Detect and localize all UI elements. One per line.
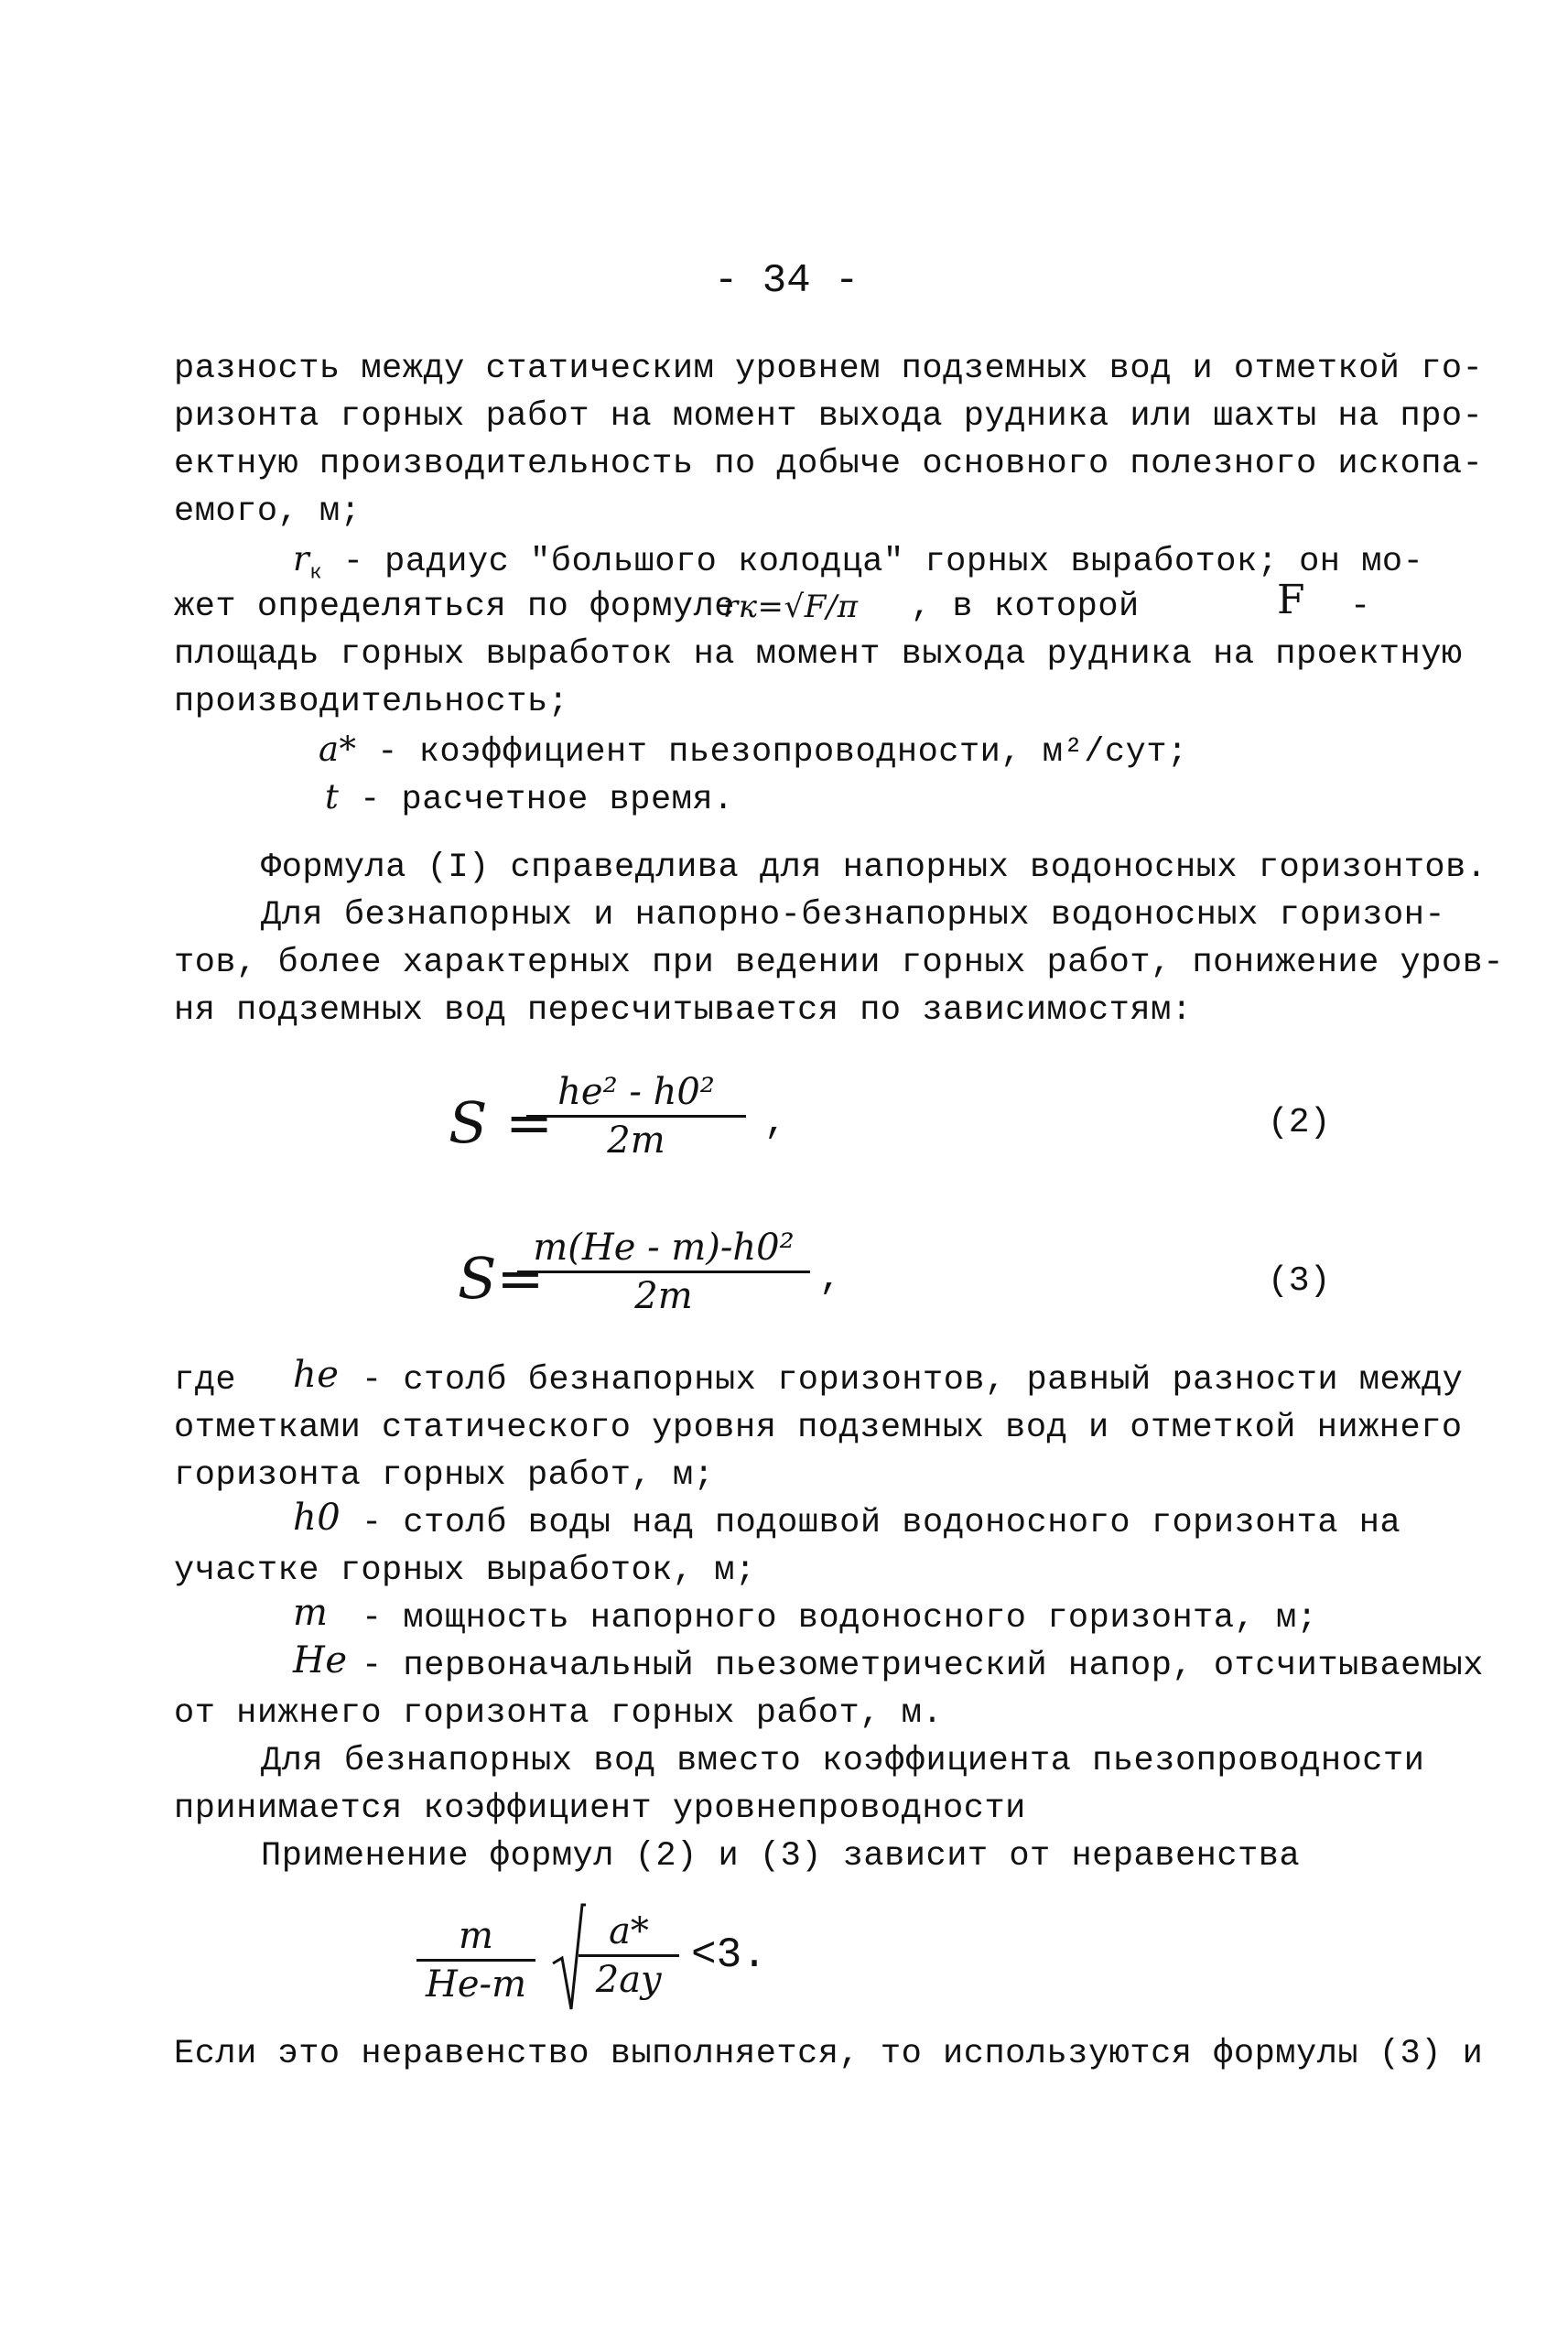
eq2-number: (2) [1268, 1103, 1331, 1142]
eq3-fraction [517, 1225, 810, 1319]
paragraph-line: Для безнапорных вод вместо коэффициента пьезопроводности [261, 1742, 1425, 1780]
eq2-denominator: 2m [607, 1119, 665, 1162]
ineq-den-2: 2aу [595, 1959, 663, 2001]
t-text: - расчетное время. [360, 781, 734, 819]
rk-F-symbol: F [1277, 577, 1306, 623]
def-he-text: - столб безнапорных горизонтов, равный разности между [362, 1361, 1464, 1400]
paragraph-line: Формула (I) справедлива для напорных водоносных горизонтов. [261, 849, 1487, 887]
t-definition-line [325, 773, 734, 824]
ineq-den-1: He-m [426, 1963, 526, 2006]
def-h0-symbol: h0 [293, 1497, 341, 1539]
text-line: ектную производительность по добыче основного полезного ископа- [174, 445, 1484, 483]
eq3-lhs: S= [458, 1245, 545, 1312]
rk-formula-line [174, 583, 735, 631]
text-line: площадь горных выработок на момент выхода рудника на проектную [174, 635, 1463, 674]
eq3-numerator: m(He - m)-h0² [517, 1225, 810, 1273]
def-m-symbol: m [293, 1592, 329, 1634]
def-m-text: - мощность напорного водоносного горизонта, м; [362, 1599, 1318, 1638]
rk-formula-intro: жет определяться по формуле [174, 588, 735, 626]
page-number: - 34 - [714, 258, 860, 304]
text-line: горизонта горных работ, м; [174, 1456, 715, 1495]
text-line: емого, м; [174, 492, 362, 531]
a-symbol: a* [319, 730, 357, 769]
paragraph-line: Применение формул (2) и (3) зависит от неравенства [261, 1837, 1301, 1876]
t-symbol: t [325, 777, 340, 816]
rk-text: - радиус "большого колодца" горных выработок; он мо- [322, 543, 1424, 581]
ineq-fraction-2 [579, 1909, 679, 2003]
paragraph-line: тов, более характерных при ведении горных работ, понижение уров- [174, 944, 1505, 982]
rk-formula: rк=√F/π [723, 589, 859, 625]
eq2-comma: , [764, 1103, 787, 1144]
eq2-fraction [526, 1069, 746, 1163]
paragraph-line: принимается коэффициент уровнепроводности [174, 1790, 1026, 1828]
ineq-relation: <3. [691, 1931, 767, 1979]
text-line: разность между статическим уровнем подземных вод и отметкой го- [174, 350, 1484, 388]
def-he-symbol: he [293, 1354, 340, 1396]
def-He-symbol: He [293, 1639, 348, 1682]
eq2-lhs: S = [449, 1089, 554, 1156]
paragraph-line: Если это неравенство выполняется, то используются формулы (3) и [174, 2035, 1484, 2073]
text-line: от нижнего горизонта горных работ, м. [174, 1694, 944, 1733]
rk-formula-post: , в которой [911, 588, 1140, 626]
def-h0-text: - столб воды над подошвой водоносного горизонта на [362, 1504, 1401, 1542]
rk-subscript: к [309, 561, 323, 585]
rk-dash: - [1350, 588, 1371, 626]
def-He-text: - первоначальный пьезометрический напор, отсчитываемых [362, 1647, 1484, 1685]
text-line: отметками статического уровня подземных вод и отметкой нижнего [174, 1409, 1463, 1447]
eq3-comma: , [819, 1259, 842, 1300]
ineq-fraction-1 [416, 1913, 535, 2007]
where-word: где [174, 1361, 237, 1400]
ineq-num-1: m [416, 1913, 535, 1962]
paragraph-line: Для безнапорных и напорно-безнапорных водоносных горизон- [261, 896, 1446, 935]
text-line: ризонта горных работ на момент выхода рудника или шахты на про- [174, 397, 1484, 436]
text-line: участке горных выработок, м; [174, 1552, 756, 1590]
paragraph-line: ня подземных вод пересчитывается по зависимостям: [174, 991, 1193, 1030]
a-text: - коэффициент пьезопроводности, м²/сут; [377, 733, 1188, 772]
eq3-number: (3) [1268, 1261, 1331, 1301]
eq2-numerator: he² - h0² [526, 1069, 746, 1118]
ineq-num-2: a* [579, 1909, 679, 1957]
eq3-denominator: 2m [634, 1275, 693, 1317]
text-line: производительность; [174, 683, 569, 721]
a-definition-line [319, 726, 1188, 776]
rk-symbol: r [293, 539, 310, 579]
